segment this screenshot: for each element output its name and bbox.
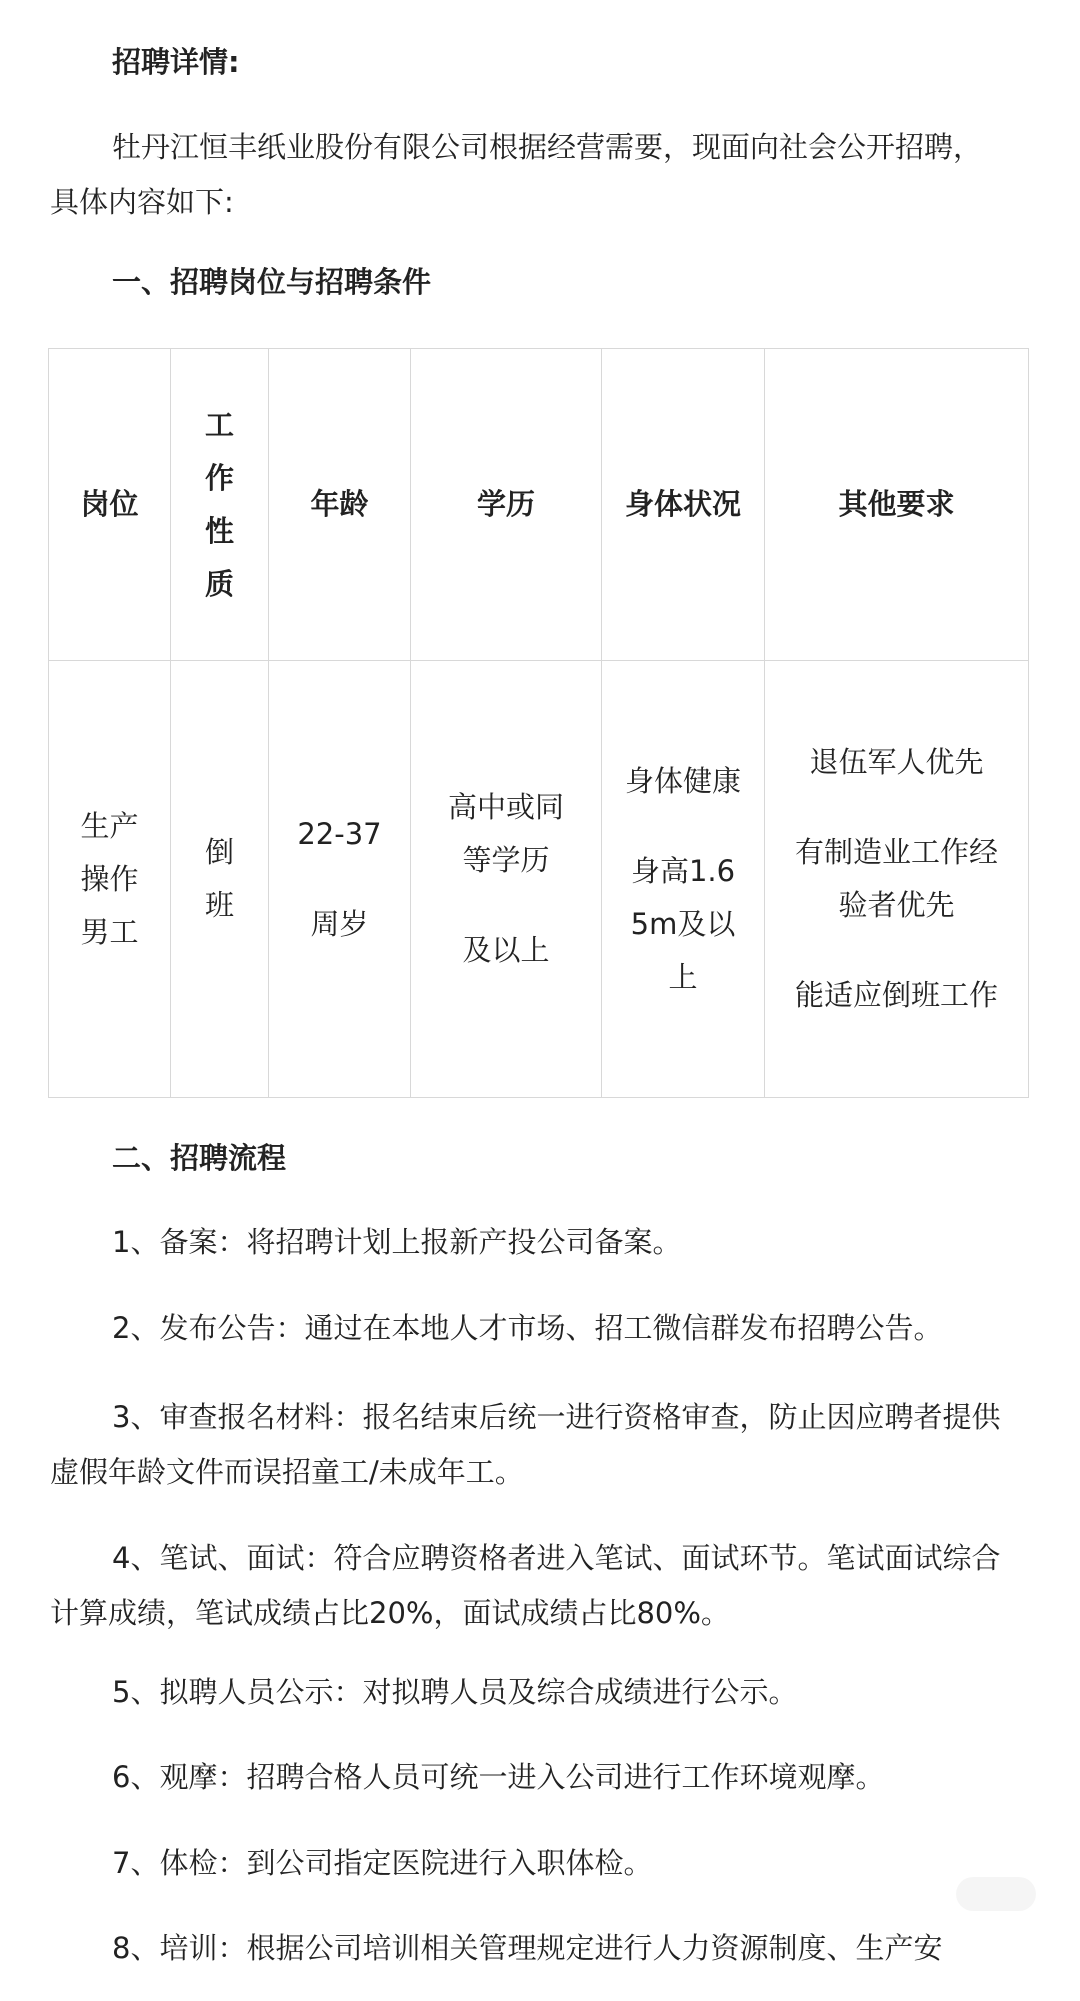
intro-paragraph: 牡丹江恒丰纸业股份有限公司根据经营需要，现面向社会公开招聘，具体内容如下: — [50, 130, 983, 219]
cell-position: 生产操作男工 — [49, 661, 171, 1098]
step-item: 6、观摩：招聘合格人员可统一进入公司进行工作环境观摩。 — [112, 1760, 885, 1794]
cell-work-type: 倒班 — [171, 661, 269, 1098]
header-position: 岗位 — [49, 349, 171, 661]
details-heading: 招聘详情: — [112, 45, 240, 79]
header-education: 学历 — [411, 349, 602, 661]
header-health: 身体状况 — [602, 349, 765, 661]
step-item: 5、拟聘人员公示：对拟聘人员及综合成绩进行公示。 — [112, 1675, 798, 1709]
step-item: 4、笔试、面试：符合应聘资格者进入笔试、面试环节。笔试面试综合计算成绩，笔试成绩占比20%，面试成绩占比80%。 — [50, 1541, 1001, 1630]
step-item: 3、审查报名材料：报名结束后统一进行资格审查，防止因应聘者提供虚假年龄文件而误招童工/未成年工。 — [50, 1400, 1001, 1489]
step-item: 7、体检：到公司指定医院进行入职体检。 — [112, 1846, 653, 1880]
header-other: 其他要求 — [765, 349, 1029, 661]
header-work-type: 工作性质 — [171, 349, 269, 661]
table-header-row — [49, 349, 1029, 661]
section2-heading: 二、招聘流程 — [112, 1141, 287, 1175]
step-item: 2、发布公告：通过在本地人才市场、招工微信群发布招聘公告。 — [112, 1311, 943, 1345]
header-age: 年龄 — [269, 349, 411, 661]
step-item: 8、培训：根据公司培训相关管理规定进行人力资源制度、生产安 — [112, 1931, 943, 1965]
step-item: 1、备案：将招聘计划上报新产投公司备案。 — [112, 1225, 682, 1259]
table-row — [49, 661, 1029, 1098]
job-requirements-table — [48, 348, 1029, 1098]
cell-other: 退伍军人优先 有制造业工作经验者优先 能适应倒班工作 — [765, 661, 1029, 1098]
watermark-badge-icon — [956, 1877, 1036, 1911]
section1-heading: 一、招聘岗位与招聘条件 — [112, 265, 432, 299]
cell-health: 身体健康 身高1.65m及以上 — [602, 661, 765, 1098]
cell-age: 22-37 周岁 — [269, 661, 411, 1098]
cell-education: 高中或同等学历 及以上 — [411, 661, 602, 1098]
